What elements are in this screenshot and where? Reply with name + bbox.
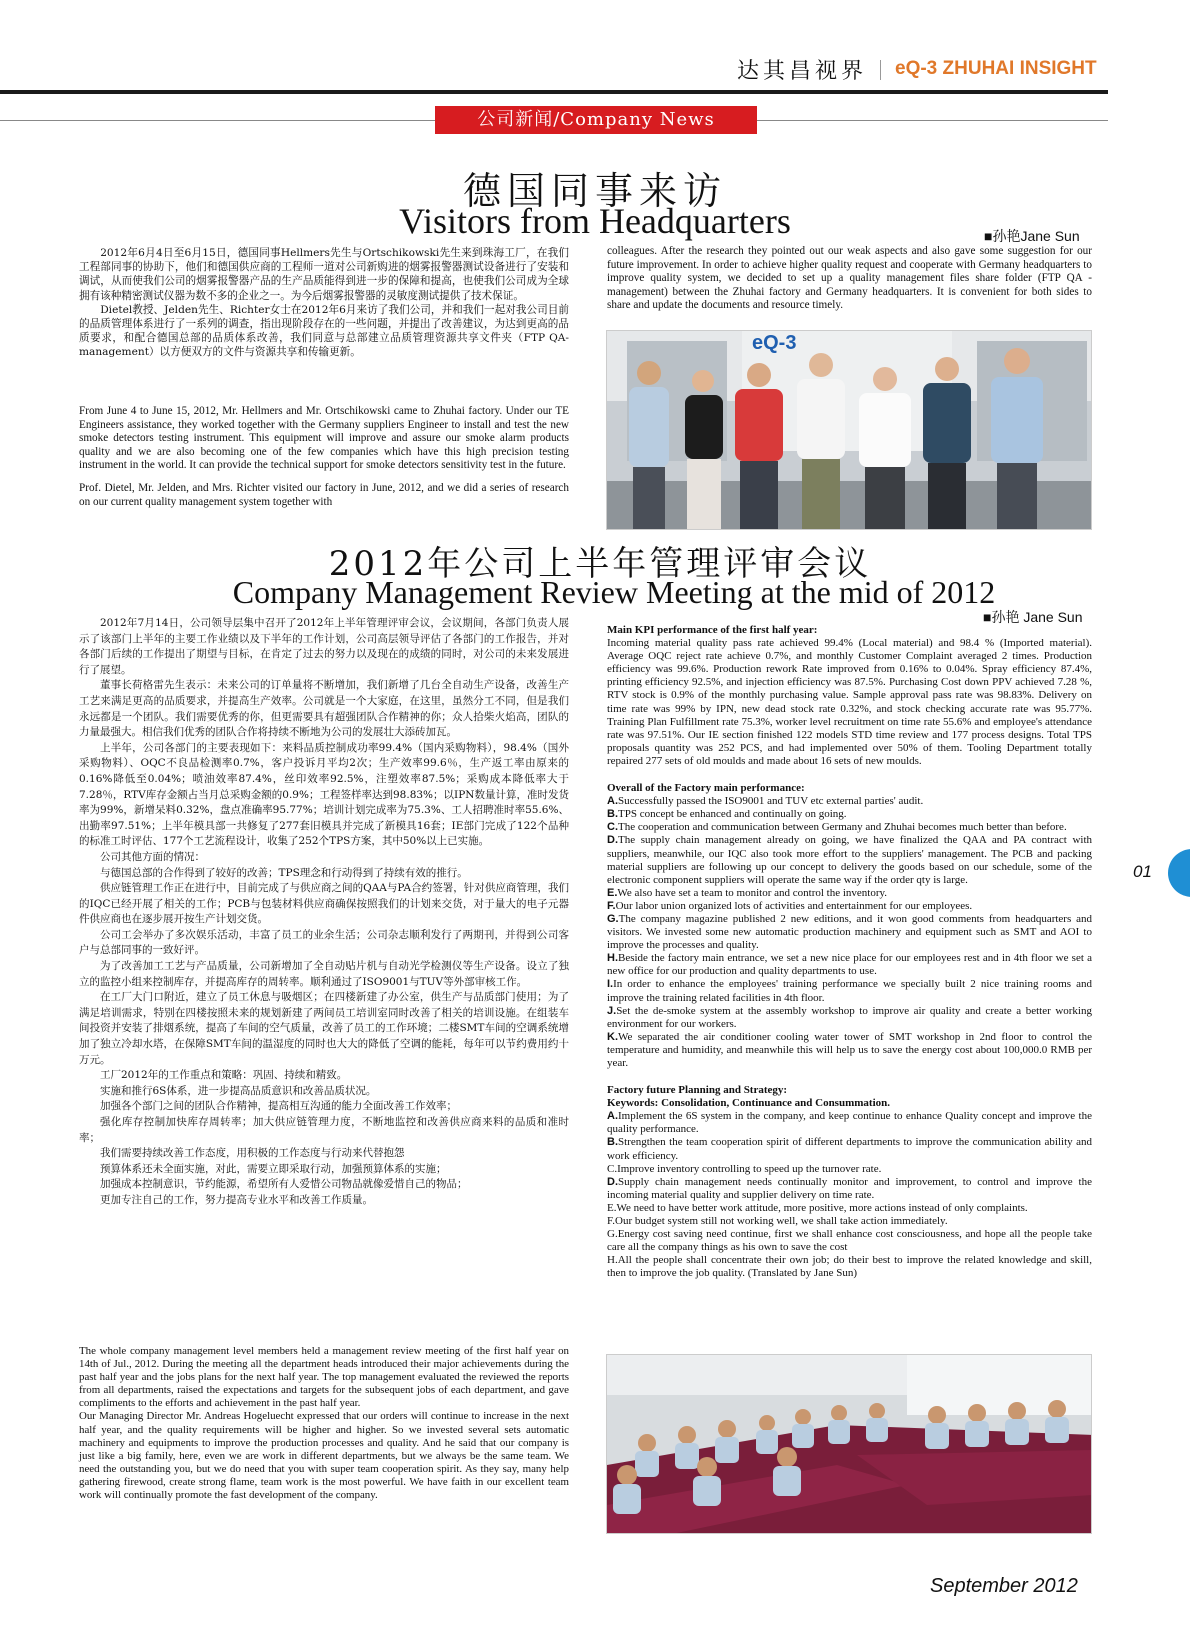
- magazine-title-cn: 达其昌视界: [737, 59, 868, 84]
- header-rule: [0, 90, 1108, 94]
- kpi-heading: Main KPI performance of the first half year:: [607, 624, 818, 636]
- list-item: G.The company magazine published 2 new editions, and it won good comments from headquarters and visitors. We invested some new automatic production machinery and equipment such as SMT and AOI to improve the processes and quality.: [607, 912, 1092, 952]
- list-item: A.Implement the 6S system in the company, and keep continue to enhance Quality concept and improve the quality performance.: [607, 1110, 1092, 1136]
- visitors-photo: [606, 330, 1092, 530]
- kpi-text: Incoming material quality pass rate achieved 99.4% (Local material) and 98.4 % (Imported material). Average OQC reject rate achieve 0.7%, and monthly Customer Complaint averaged 2 times. Production efficiency was 99.6%. Production rework Rate improved from 0.16% to 0.04%. Spray efficiency 87.4%, printing efficiency 92.5%, and injection efficiency was 87.5%. Purchasing Cost down PPV achieved 7.28 %, RTV stock is 0.9% of the monthly purchasing value. Sample approval pass rate was 98.83%. Delivery on time rate was 99% by IPN, new dead stock rate 0.32%, and stock checking accurate rate was 95.77%. Training Plan Fulfillment rate 75.3%, worker level recruitment on time rate 55.6% and employee's attendance rate was 97.51%. Our IE section finished 122 models STD time review and 177 process designs. Total TPS proposals quantity was 252 PCS, and had implemented over 50% of them. Tooling Department totally repaired 277 sets of old moulds and made about 16 sets of new moulds.: [607, 637, 1092, 767]
- eq3-sign: eQ-3: [752, 332, 797, 354]
- issue-date: September 2012: [930, 1575, 1078, 1597]
- article2-title-en: Company Management Review Meeting at the mid of 2012: [232, 574, 996, 610]
- article1-en-column: [79, 405, 569, 509]
- list-item: D.The supply chain management already on going, we have finalized the QAA and PA contract with suppliers, meanwhile, our IQC also took more effort to the suppliers' management. The PCB and packing material suppliers are following up our concept to delivery the goods based on our schedule, some of the electronic component suppliers will operate the same way if the order qty is large.: [607, 834, 1092, 886]
- article2-en-column: The whole company management level members held a management review meeting of the first half year on 14th of Jul., 2012. During the meeting all the department heads introduced their major achievements during the past half year and the jobs plans for the next half year. The top management evaluated the reviewed the reports from all departments, raised the expectations and targets for the subsequent jobs of each department, and gave compliments to the efforts and achievement in the past half year. Our Managing Director Mr. Andreas Hogeluecht expressed that our orders will continue to increase in the next half year, and the quality requirements will be higher and higher. So we invested several sets automatic machinery and equipments to improve the production processes and quality. And he said that our company is just like a big family, here, even we are work in different departments, but we always be the same team. We need the outstanding you, but we do need that you with super team cooperation spirit. As they say, many help gathering firewood, create strong flame, team work is the most powerful. We have faith in our excellent team work will continually promote the fast development of the company.: [79, 1345, 569, 1502]
- article1-en-paragraph: Prof. Dietel, Mr. Jelden, and Mrs. Richter visited our factory in June, 2012, and we did a series of research on our current quality management system together with: [79, 481, 569, 508]
- list-item: H.All the people shall concentrate their own job; do their best to improve the related knowledge and skill, then to improve the job quality. (Translated by Jane Sun): [607, 1254, 1092, 1280]
- list-item: E.We need to have better work attitude, more positive, more actions instead of only complaints.: [607, 1201, 1028, 1214]
- article1-title-cn: 德国同事来访: [462, 169, 727, 213]
- article1-cn-column: [79, 246, 569, 360]
- article1-cn-paragraph: 2012年6月4日至6月15日，德国同事Hellmers先生与Ortschikowski先生来到珠海工厂，在我们工程部同事的协助下，他们和德国供应商的工程师一道对公司新购进的烟雾报警器测试设备进行了安装和调试，从而使我们公司的烟雾报警器产品的生产品质能得到进一步的保障和提高，也使我们公司成为全球拥有该种精密测试仪器为数不多的企业之一。为今后烟雾报警器的灵敏度测试提供了技术保证。: [79, 247, 569, 302]
- meeting-photo: [606, 1354, 1092, 1534]
- article1-en-paragraph: From June 4 to June 15, 2012, Mr. Hellmers and Mr. Ortschikowski came to Zhuhai factory. Under our TE Engineers assistance, they worked together with the Germany suppliers Engineer to install and test the new smoke detectors testing instrument. This equipment will improve and assure our smoke alarm products quality and we are also becoming one of the few companies which have this high precision testing instrument in the world. It can provide the technical support for smoke detectors sensitivity test in the future.: [79, 405, 569, 472]
- section-rule-left: [0, 120, 435, 121]
- article1-cn-paragraph: Dietel教授、Jelden先生、Richter女士在2012年6月来访了我们公司，并和我们一起对我公司目前的品质管理体系进行了一系列的调查，指出现阶段存在的一些问题，并提出了改善建议，为达到更高的品质要求，和配合德国总部的品质体系改善，我们同意与总部建立品质管理资源共享文件夹（FTP QA-management）以方便双方的文件与资源共享和传输更新。: [79, 303, 569, 359]
- list-item: J.Set the de-smoke system at the assembly workshop to improve air quality and create a better working environment for our workers.: [607, 1004, 1092, 1030]
- list-item: F.Our labor union organized lots of activities and entertainment for our employees.: [607, 899, 973, 912]
- list-item: C.Improve inventory controlling to speed up the turnover rate.: [607, 1162, 882, 1175]
- article2-right-column: [607, 624, 1092, 1281]
- header-separator: [880, 60, 881, 80]
- list-item: A.Successfully passed the ISO9001 and TUV etc external parties' audit.: [607, 795, 924, 808]
- list-item: B.Strengthen the team cooperation spirit of different departments to improve the communication ability and work efficiency.: [607, 1136, 1092, 1162]
- section-rule-right: [757, 120, 1108, 121]
- list-item: C.The cooperation and communication between Germany and Zhuhai becomes much better than before.: [607, 821, 1067, 834]
- list-item: H.Beside the factory main entrance, we set a new nice place for our employees rest and in 4th floor we set a new office for our production and quality departments to use.: [607, 952, 1092, 978]
- article2-author: ■孙艳 Jane Sun: [983, 609, 1083, 625]
- list-item: B.TPS concept be enhanced and continually on going.: [607, 808, 847, 821]
- list-item: K.We separated the air conditioner cooling water tower of SMT workshop in 2nd floor to control the temperature and humidity, and meanwhile this will help us to save the energy cost about 100,000.0 RMB per year.: [607, 1030, 1092, 1069]
- meeting-photo-illustration: [607, 1355, 1092, 1534]
- keywords: Keywords: Consolidation, Continuance and Consummation.: [607, 1097, 890, 1110]
- page-tab: [1168, 849, 1190, 897]
- list-item: D.Supply chain management needs continually monitor and improvement, to control and improve the incoming material quality and supplier delivery on time rate.: [607, 1175, 1092, 1201]
- list-item: E.We also have set a team to monitor and control the inventory.: [607, 886, 888, 899]
- magazine-title-en: eQ-3 ZHUHAI INSIGHT: [895, 58, 1097, 79]
- future-heading: Factory future Planning and Strategy:: [607, 1084, 788, 1097]
- section-label: 公司新闻/Company News: [435, 106, 757, 134]
- list-item: I.In order to enhance the employees' training performance we specially built 2 nice training rooms and improve the training related facilities in 4th floor.: [607, 978, 1092, 1004]
- article2-title-cn: 2012年公司上半年管理评审会议: [328, 544, 872, 584]
- article1-author: ■孙艳Jane Sun: [984, 228, 1080, 244]
- visitors-photo-illustration: [607, 331, 1092, 530]
- page-number: 01: [1133, 862, 1152, 881]
- person-4: [797, 353, 845, 530]
- article1-title-en: Visitors from Headquarters: [399, 201, 791, 241]
- list-item: G.Energy cost saving need continue, first we shall enhance cost consciousness, and hope all the people take care all the company things as his own to save the cost: [607, 1228, 1092, 1254]
- list-item: F.Our budget system still not working well, we shall take action immediately.: [607, 1215, 948, 1228]
- article2-cn-column: 2012年7月14日，公司领导层集中召开了2012年上半年管理评审会议，会议期间，各部门负责人展示了该部门上半年的主要工作业绩以及下半年的工作计划，公司高层领导评估了各部门的工作报告，并对各部门后续的工作提出了期望与目标，在肯定了过去的努力以及现在的成绩的同时，对公司的未来发展进行了展望。 董事长荷格雷先生表示：未来公司的订单量将不断增加，我们新增了几台全自动生产设备，改善生产工艺来满足更高的品质要求，并提高生产效率。公司就是一个大家庭，在这里，虽然分工不同，但是我们永远都是一个团队。我们需要优秀的你，但更需要具有超强团队合作精神的你；众人拾柴火焰高，团队的力量最强大。相信我们优秀的团队合作将持续不断地为公司的发展壮大添砖加瓦。 上半年，公司各部门的主要表现如下：来料品质控制成功率99.4%（国内采购物料），98.4%（国外采购物料）、OQC不良品检测率0.7%，客户投诉月平均2次；生产效率99.6％，生产返工率由原来的0.16%降低至0.04%；喷油效率87.4%，丝印效率92.5%，注塑效率87.5%；采购成本降低率大于7.28％，RTV库存金额占当月总采购金额的0.9%；工程签样率达到98.83%；以IPN数量计算，准时发货率为99%，新增呆料0.32%，盘点准确率95.77%；培训计划完成率为75.3%、工人招聘准时率55.6%、出勤率97.51%；上半年模具部一共修复了277套旧模具并完成了新模具16套；IE部门完成了122个品种的标准工时评估、177个工艺流程设计，收集了252个TPS方案，其中50%以上已实施。 公司其他方面的情况： 与德国总部的合作得到了较好的改善；TPS理念和行动得到了持续有效的推行。 供应链管理工作正在进行中，目前完成了与供应商之间的QAA与PA合约签署，针对供应商管理，我们的IQC已经开展了相关的工作；PCB与包装材料供应商确保按照我们的计划来交货，对于量大的电子元器件供应商也在逐步展开按生产计划交货。 公司工会举办了多次娱乐活动，丰富了员工的业余生活；公司杂志顺利发行了两期刊，并得到公司客户与总部同事的一致好评。 为了改善加工工艺与产品质量，公司新增加了全自动贴片机与自动光学检测仪等生产设备。设立了独立的监控小组来控制库存，并提高库存的周转率。顺利通过了ISO9001与TUV等外部审核工作。 在工厂大门口附近，建立了员工休息与吸烟区；在四楼新建了办公室，供生产与品质部门使用；为了满足培训需求，特别在四楼按照未来的规划新建了两间员工培训室同时改善了相关的培训设施。在组装车间投资并安装了排烟系统，提高了车间的空气质量，改善了员工的工作环境；二楼SMT车间的空调系统增加了独立冷却水塔，在保障SMT车间的温湿度的同时也大大的降低了空调的能耗，每年可以节约费用约十万元。 工厂2012年的工作重点和策略：巩固、持续和精致。 实施和推行6S体系，进一步提高品质意识和改善品质状况。 加强各个部门之间的团队合作精神，提高相互沟通的能力全面改善工作效率； 强化库存控制加快库存周转率；加大供应链管理力度，不断地监控和改善供应商来料的品质和准时率； 我们需要持续改善工作态度，用积极的工作态度与行动来代替抱怨 预算体系还未全面实施，对此，需要立即采取行动，加强预算体系的实施； 加强成本控制意识，节约能源，希望所有人爱惜公司物品就像爱惜自己的物品； 更加专注自己的工作，努力提高专业水平和改善工作质量。: [79, 617, 569, 1206]
- overall-heading: Overall of the Factory main performance:: [607, 782, 805, 795]
- article1-en-continued: colleagues. After the research they pointed out our weak aspects and also gave some suggestion for our future improvement. In order to achieve higher quality request and cooperate with Germany headquarters to improve quality system, we decided to set up a quality management files share folder (FTP QA - management) between the Zhuhai factory and Germany headquarters. It is convenient for both sides to share and update the documents and resource timely.: [607, 245, 1092, 312]
